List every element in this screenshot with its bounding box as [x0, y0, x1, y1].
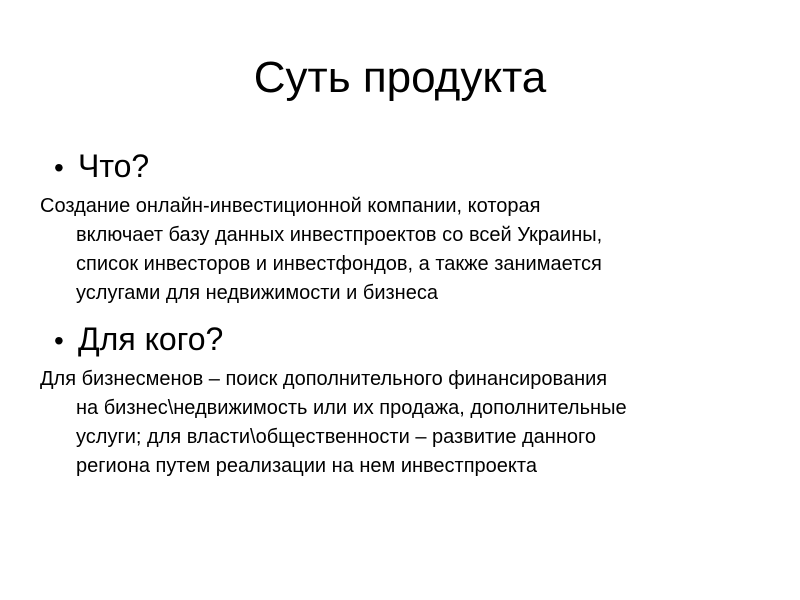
- slide-title: Суть продукта: [253, 53, 547, 102]
- bullet-what: [54, 147, 149, 187]
- description-line: услугами для недвижимости и бизнеса: [76, 282, 438, 304]
- product-description: [40, 192, 760, 308]
- description-line: включает базу данных инвестпроектов со всей Украины,: [76, 224, 603, 246]
- target-audience-description: [40, 365, 760, 481]
- bullet-marker: •: [54, 325, 64, 356]
- audience-line: услуги; для власти\общественности – развитие данного: [76, 426, 596, 448]
- bullet-label-what: Что?: [78, 148, 150, 184]
- audience-line: региона путем реализации на нем инвестпроекта: [76, 455, 537, 477]
- bullet-marker: •: [54, 152, 64, 183]
- description-line: список инвесторов и инвестфондов, а также занимается: [76, 253, 602, 275]
- audience-line: Для бизнесменов – поиск дополнительного финансирования: [40, 368, 608, 390]
- audience-line: на бизнес\недвижимость или их продажа, дополнительные: [76, 397, 627, 419]
- bullet-for-whom: [54, 320, 223, 360]
- description-line: Создание онлайн-инвестиционной компании, которая: [40, 195, 541, 217]
- bullet-label-for-whom: Для кого?: [78, 321, 224, 357]
